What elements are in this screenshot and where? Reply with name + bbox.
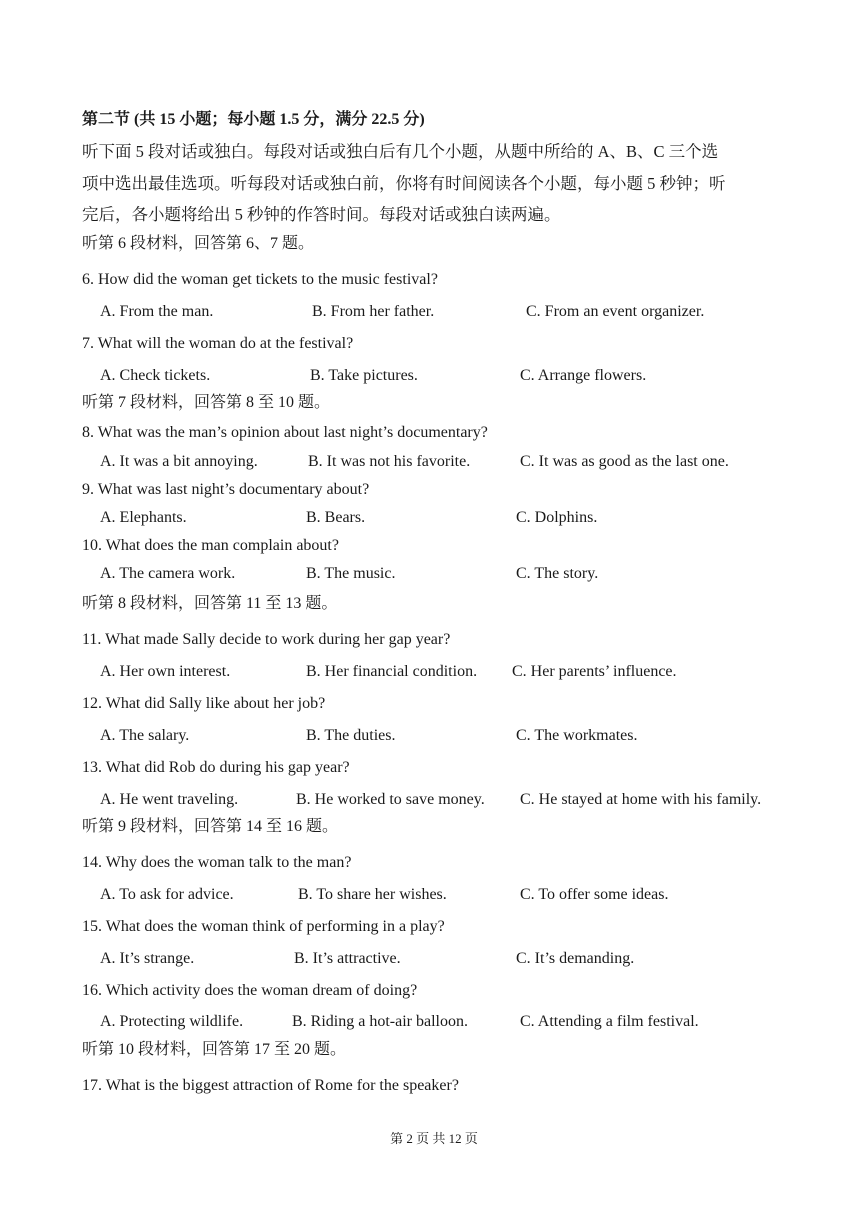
- q13-option-a: A. He went traveling.: [100, 791, 239, 808]
- material-heading-8: 听第 8 段材料，回答第 11 至 13 题。: [82, 595, 338, 612]
- q8-option-a: A. It was a bit annoying.: [100, 453, 258, 470]
- q16-option-a: A. Protecting wildlife.: [100, 1013, 244, 1030]
- page-footer: 第 2 页 共 12 页: [390, 1131, 478, 1146]
- q6-option-c: C. From an event organizer.: [526, 303, 705, 320]
- question-16: 16. Which activity does the woman dream of doing?: [82, 982, 418, 999]
- material-heading-6: 听第 6 段材料，回答第 6、7 题。: [82, 235, 315, 252]
- question-12: 12. What did Sally like about her job?: [82, 695, 326, 712]
- q8-option-b: B. It was not his favorite.: [308, 453, 471, 470]
- q16-option-c: C. Attending a film festival.: [520, 1013, 699, 1030]
- question-6: 6. How did the woman get tickets to the music festival?: [82, 271, 438, 288]
- q6-option-b: B. From her father.: [312, 303, 435, 320]
- question-14: 14. Why does the woman talk to the man?: [82, 854, 352, 871]
- q11-option-c: C. Her parents’ influence.: [512, 663, 677, 680]
- q12-option-c: C. The workmates.: [516, 727, 638, 744]
- section-heading: 第二节 (共 15 小题；每小题 1.5 分，满分 22.5 分): [82, 111, 425, 128]
- q6-option-a: A. From the man.: [100, 303, 214, 320]
- q7-option-c: C. Arrange flowers.: [520, 367, 647, 384]
- intro-line-3: 完后，各小题将给出 5 秒钟的作答时间。每段对话或独白读两遍。: [82, 205, 561, 224]
- question-11: 11. What made Sally decide to work during her gap year?: [82, 631, 451, 648]
- material-heading-7: 听第 7 段材料，回答第 8 至 10 题。: [82, 394, 331, 411]
- question-9: 9. What was last night’s documentary about?: [82, 481, 370, 498]
- q12-option-a: A. The salary.: [100, 727, 190, 744]
- intro-line-1: 听下面 5 段对话或独白。每段对话或独白后有几个小题，从题中所给的 A、B、C 三个选: [82, 142, 719, 161]
- q14-option-a: A. To ask for advice.: [100, 886, 234, 903]
- q12-option-b: B. The duties.: [306, 727, 396, 744]
- q8-option-c: C. It was as good as the last one.: [520, 453, 729, 470]
- question-15: 15. What does the woman think of performing in a play?: [82, 918, 445, 935]
- q15-option-a: A. It’s strange.: [100, 950, 195, 967]
- q11-option-a: A. Her own interest.: [100, 663, 231, 680]
- question-17: 17. What is the biggest attraction of Rome for the speaker?: [82, 1077, 459, 1094]
- q11-option-b: B. Her financial condition.: [306, 663, 478, 680]
- q10-option-c: C. The story.: [516, 565, 599, 582]
- q7-option-a: A. Check tickets.: [100, 367, 211, 384]
- q15-option-b: B. It’s attractive.: [294, 950, 401, 967]
- q10-option-a: A. The camera work.: [100, 565, 236, 582]
- question-13: 13. What did Rob do during his gap year?: [82, 759, 350, 776]
- q13-option-c: C. He stayed at home with his family.: [520, 791, 762, 808]
- q14-option-b: B. To share her wishes.: [298, 886, 447, 903]
- question-7: 7. What will the woman do at the festival?: [82, 335, 354, 352]
- intro-line-2: 项中选出最佳选项。听每段对话或独白前，你将有时间阅读各个小题，每小题 5 秒钟；听: [82, 174, 726, 193]
- q7-option-b: B. Take pictures.: [310, 367, 418, 384]
- q9-option-a: A. Elephants.: [100, 509, 187, 526]
- q9-option-b: B. Bears.: [306, 509, 366, 526]
- q9-option-c: C. Dolphins.: [516, 509, 598, 526]
- question-8: 8. What was the man’s opinion about last night’s documentary?: [82, 424, 488, 441]
- q15-option-c: C. It’s demanding.: [516, 950, 635, 967]
- q16-option-b: B. Riding a hot-air balloon.: [292, 1013, 468, 1030]
- q13-option-b: B. He worked to save money.: [296, 791, 485, 808]
- material-heading-10: 听第 10 段材料，回答第 17 至 20 题。: [82, 1041, 347, 1058]
- question-10: 10. What does the man complain about?: [82, 537, 339, 554]
- q14-option-c: C. To offer some ideas.: [520, 886, 669, 903]
- q10-option-b: B. The music.: [306, 565, 396, 582]
- material-heading-9: 听第 9 段材料，回答第 14 至 16 题。: [82, 818, 339, 835]
